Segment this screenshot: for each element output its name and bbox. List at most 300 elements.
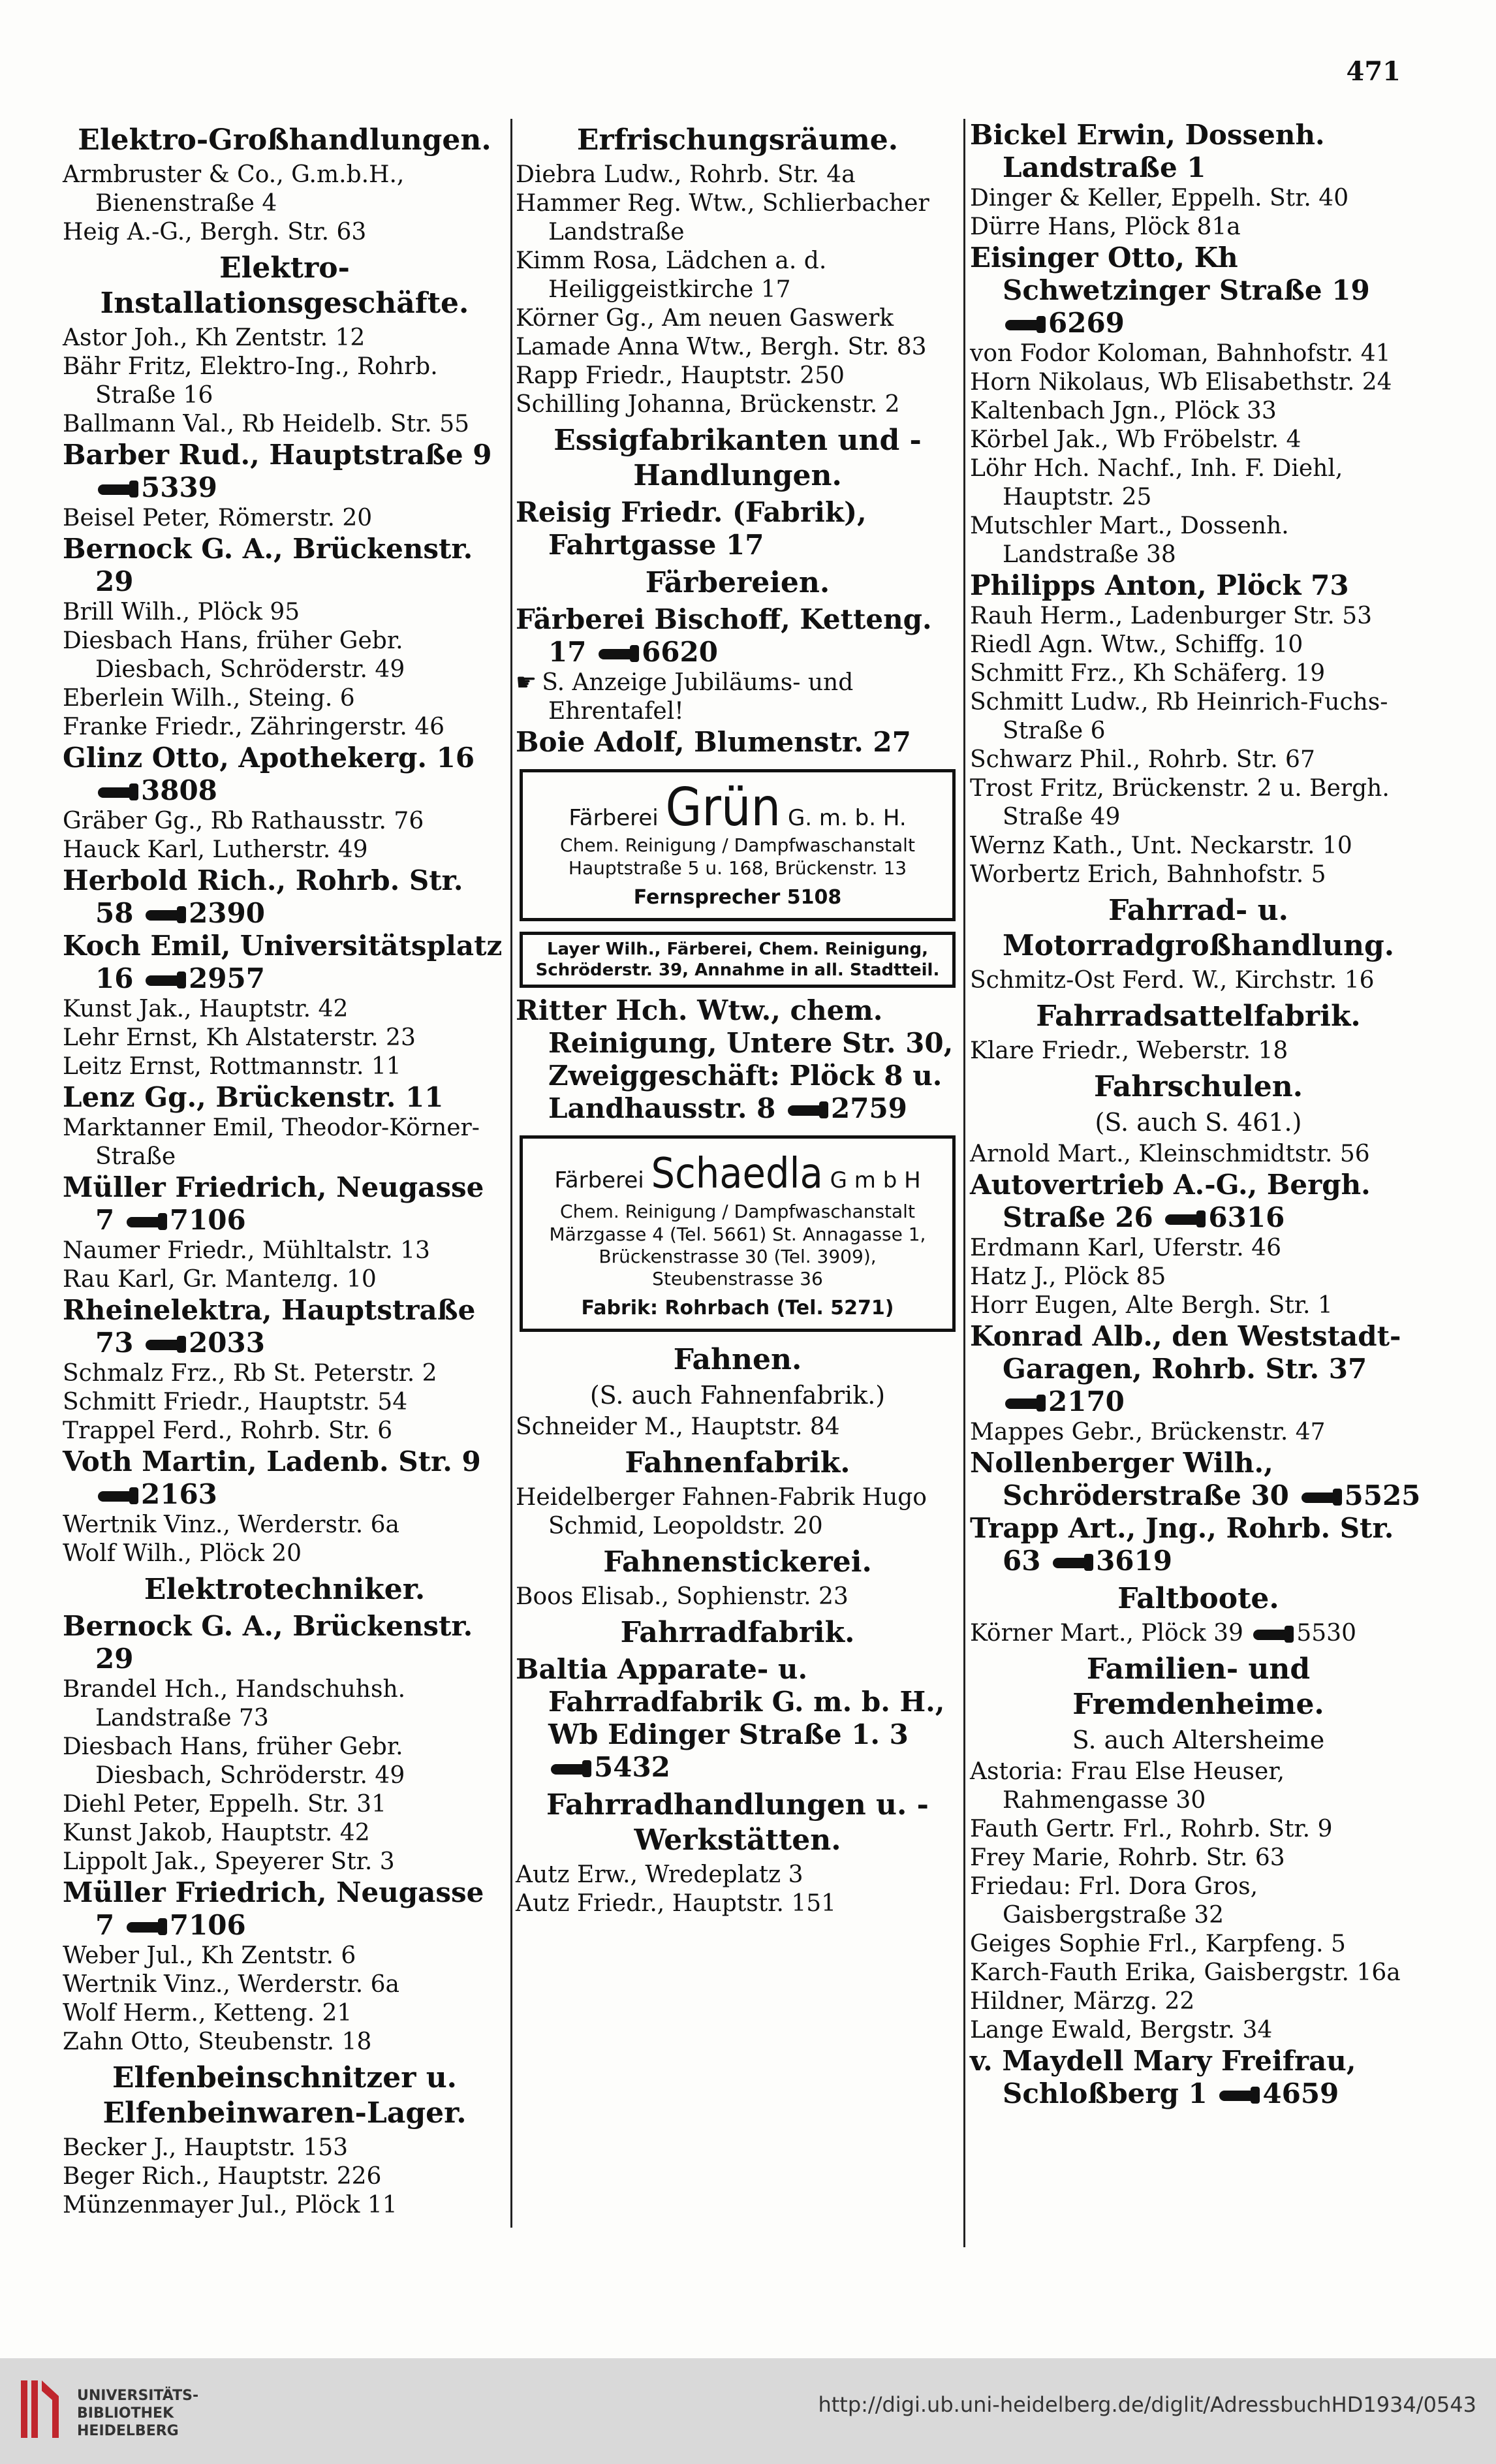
entry-text: Geiges Sophie Frl., Karpfeng. 5 (970, 1931, 1346, 1957)
telephone-icon (146, 975, 179, 986)
entry-text: Trapp Art., Jng., Rohrb. Str. 63 (970, 1512, 1394, 1577)
directory-entry (63, 1359, 506, 1388)
entry-text: Diehl Peter, Eppelh. Str. 31 (63, 1791, 386, 1818)
entry-text: S. auch Altersheime (1072, 1726, 1325, 1754)
telephone-number-value: 5432 (594, 1751, 670, 1783)
telephone-icon (599, 649, 632, 659)
entry-text: Autz Erw., Wredeplatz 3 (516, 1861, 803, 1888)
entry-text: Schmitt Friedr., Hauptstr. 54 (63, 1389, 408, 1415)
entry-text: Brill Wilh., Plöck 95 (63, 599, 300, 625)
entry-text: Lehr Ernst, Kh Alstaterstr. 23 (63, 1024, 416, 1051)
telephone-number (133, 897, 265, 929)
directory-entry (516, 1483, 959, 1541)
directory-entry (970, 774, 1427, 832)
entry-text: Lange Ewald, Bergstr. 34 (970, 2017, 1273, 2044)
entry-text: Autovertrieb A.-G., Bergh. Straße 26 (970, 1169, 1371, 1233)
directory-entry (970, 1418, 1427, 1447)
telephone-number (1040, 1545, 1172, 1577)
directory-entry (516, 333, 959, 362)
entry-text: Beger Rich., Hauptstr. 226 (63, 2163, 382, 2190)
section-heading (516, 123, 959, 158)
directory-entry (63, 2191, 506, 2220)
entry-text: Schilling Johanna, Brückenstr. 2 (516, 391, 900, 418)
directory-entry (63, 1819, 506, 1848)
directory-entry (63, 598, 506, 627)
entry-text: Lamade Anna Wtw., Bergh. Str. 83 (516, 334, 927, 360)
directory-entry (970, 2016, 1427, 2045)
section-heading (63, 1572, 506, 1607)
ad-phone: Fernsprecher 5108 (633, 886, 842, 909)
telephone-number-value: 6316 (1208, 1201, 1285, 1233)
directory-entry (63, 1237, 506, 1265)
directory-entry (63, 1445, 506, 1511)
directory-entry (970, 368, 1427, 397)
directory-entry (970, 1758, 1427, 1815)
telephone-icon (127, 1217, 161, 1227)
entry-text: (S. auch S. 461.) (1095, 1108, 1302, 1137)
ad-suffix: G m b H (830, 1167, 921, 1193)
directory-entry (516, 362, 959, 390)
entry-text: Wertnik Vinz., Werderstr. 6a (63, 1971, 399, 1998)
entry-text: Familien- und Fremdenheime. (1072, 1652, 1324, 1721)
directory-entry (63, 504, 506, 533)
entry-text: Becker J., Hauptstr. 153 (63, 2134, 349, 2161)
section-heading (516, 1788, 959, 1858)
entry-text: Elektrotechniker. (144, 1573, 426, 1606)
entry-text: Färberei Bischoff, Ketteng. 17 (516, 603, 932, 668)
entry-text: Trappel Ferd., Rohrb. Str. 6 (63, 1417, 393, 1444)
entry-text: Erfrischungsräume. (576, 123, 899, 157)
directory-entry (970, 602, 1427, 631)
section-heading (970, 1652, 1427, 1722)
section-heading (516, 565, 959, 601)
ad-address: Hauptstraße 5 u. 168, Brückenstr. 13 (568, 857, 907, 879)
directory-entry (63, 2028, 506, 2057)
entry-text: Ritter Hch. Wtw., chem. Reinigung, Untere Str. 30, Zweiggeschäft: Plöck 8 u. Landhausstr. 8 (516, 994, 954, 1124)
directory-entry (63, 1610, 506, 1675)
directory-entry (970, 454, 1427, 512)
directory-entry (970, 340, 1427, 368)
column-2-part-a (516, 123, 959, 759)
telephone-icon (551, 1764, 585, 1775)
directory-entry (63, 1114, 506, 1171)
directory-entry (516, 1861, 959, 1889)
entry-text: Trost Fritz, Brückenstr. 2 u. Bergh. Straße 49 (970, 775, 1390, 830)
directory-entry (970, 631, 1427, 659)
entry-text: Mutschler Mart., Dossenh. Landstraße 38 (970, 513, 1289, 568)
entry-text: Eberlein Wilh., Steing. 6 (63, 685, 355, 712)
entry-text: Müller Friedrich, Neugasse 7 (63, 1171, 484, 1236)
column-2-part-b (516, 994, 959, 1125)
entry-text: Fahrradfabrik. (620, 1616, 855, 1649)
directory-entry (516, 304, 959, 333)
directory-entry (516, 994, 959, 1125)
entry-text: Fauth Gertr. Frl., Rohrb. Str. 9 (970, 1816, 1333, 1842)
entry-text: Leitz Ernst, Rottmannstr. 11 (63, 1053, 401, 1080)
directory-entry (63, 324, 506, 353)
entry-text: Erdmann Karl, Uferstr. 46 (970, 1235, 1281, 1261)
entry-text: Schwarz Phil., Rohrb. Str. 67 (970, 746, 1315, 773)
telephone-number (95, 1478, 217, 1510)
ad-address: Märzgasse 4 (Tel. 5661) St. Annagasse 1, Brückenstrasse 30 (Tel. 3909), Steubenstrasse 36 (549, 1224, 926, 1289)
directory-entry (63, 218, 506, 247)
entry-text: Arnold Mart., Kleinschmidtstr. 56 (970, 1141, 1370, 1167)
entry-text: Diesbach Hans, früher Gebr. Diesbach, Schröderstr. 49 (63, 1733, 405, 1789)
entry-text: Hatz J., Plöck 85 (970, 1263, 1166, 1290)
ad-prefix: Färberei (554, 1167, 644, 1193)
entry-text: Glinz Otto, Apothekerg. 16 (63, 742, 475, 774)
directory-entry (63, 1511, 506, 1540)
page-number: 471 (1346, 56, 1401, 87)
directory-entry (970, 1447, 1427, 1512)
entry-text: S. Anzeige Jubiläums- und Ehrentafel! (542, 669, 854, 725)
telephone-number-value: 5530 (1296, 1620, 1356, 1647)
telephone-number (1003, 1385, 1125, 1417)
column-2 (516, 119, 959, 1918)
directory-entry (970, 746, 1427, 774)
entry-text: Körbel Jak., Wb Fröbelstr. 4 (970, 426, 1301, 453)
directory-entry (63, 1294, 506, 1359)
directory-entry (970, 426, 1427, 454)
source-url[interactable]: http://digi.ub.uni-heidelberg.de/diglit/AdressbuchHD1934/0543 (818, 2392, 1476, 2417)
directory-entry (516, 390, 959, 419)
directory-entry (516, 669, 959, 726)
ad-faerberei-gruen (520, 769, 956, 921)
entry-text: Reisig Friedr. (Fabrik), Fahrtgasse 17 (516, 496, 867, 561)
telephone-number (1153, 1201, 1285, 1233)
entry-text: Klare Friedr., Weberstr. 18 (970, 1037, 1288, 1064)
telephone-number (586, 636, 718, 668)
telephone-number-value: 2170 (1048, 1385, 1125, 1417)
entry-text: Fahrrad- u. Motorradgroßhandlung. (1002, 894, 1395, 962)
entry-text: Astor Joh., Kh Zentstr. 12 (63, 324, 366, 351)
column-3 (970, 119, 1427, 2110)
telephone-number (133, 1327, 265, 1359)
directory-entry (970, 1169, 1427, 1234)
entry-text: Dinger & Keller, Eppelh. Str. 40 (970, 185, 1349, 212)
entry-text: Mappes Gebr., Brückenstr. 47 (970, 1419, 1326, 1445)
entry-text: Fahrradhandlungen u. -Werkstätten. (546, 1788, 929, 1857)
entry-text: Zahn Otto, Steubenstr. 18 (63, 2029, 372, 2055)
section-heading (63, 251, 506, 321)
entry-text: Worbertz Erich, Bahnhofstr. 5 (970, 861, 1326, 888)
entry-text: Gräber Gg., Rb Rathausstr. 76 (63, 808, 424, 834)
entry-text: Essigfabrikanten und -Handlungen. (553, 424, 922, 492)
entry-text: Münzenmayer Jul., Plöck 11 (63, 2192, 397, 2219)
directory-entry (516, 726, 959, 759)
ad-layer-wilh (520, 932, 956, 988)
entry-text: Kunst Jak., Hauptstr. 42 (63, 996, 349, 1022)
telephone-number-value: 6620 (642, 636, 718, 668)
entry-text: Müller Friedrich, Neugasse 7 (63, 1876, 484, 1941)
entry-text: (S. auch Fahnenfabrik.) (589, 1381, 886, 1410)
telephone-icon (1253, 1630, 1287, 1640)
directory-entry (63, 1790, 506, 1819)
ad-suffix: G. m. b. H. (787, 805, 907, 831)
directory-entry (63, 533, 506, 598)
entry-text: Faltboote. (1117, 1582, 1279, 1615)
entry-text: Diesbach Hans, früher Gebr. Diesbach, Schröderstr. 49 (63, 627, 405, 683)
telephone-number-value: 4659 (1262, 2077, 1339, 2109)
entry-text: Bernock G. A., Brückenstr. 29 (63, 1610, 473, 1675)
directory-entry (970, 1872, 1427, 1930)
directory-entry (970, 688, 1427, 746)
entry-text: Löhr Hch. Nachf., Inh. F. Diehl, Hauptstr. 25 (970, 455, 1343, 511)
telephone-number-value: 2390 (189, 897, 265, 929)
directory-entry (970, 1037, 1427, 1066)
directory-entry (516, 1889, 959, 1918)
column-divider (963, 119, 965, 2247)
directory-entry (970, 1140, 1427, 1169)
telephone-icon (1219, 2091, 1253, 2101)
entry-text: Elektro-Installationsgeschäfte. (100, 251, 469, 320)
directory-entry (970, 213, 1427, 242)
ad-services: Chem. Reinigung / Dampfwaschanstalt (560, 834, 915, 856)
telephone-number (1243, 1620, 1356, 1647)
telephone-icon (1005, 1398, 1039, 1409)
directory-entry (970, 242, 1427, 340)
telephone-icon (127, 1922, 161, 1933)
entry-text: Schneider M., Hauptstr. 84 (516, 1414, 840, 1440)
telephone-number-value: 7106 (169, 1204, 246, 1236)
entry-text: Hauck Karl, Lutherstr. 49 (63, 836, 368, 863)
ad-services: Chem. Reinigung / Dampfwaschanstalt (560, 1201, 915, 1222)
entry-text: Kaltenbach Jgn., Plöck 33 (970, 398, 1277, 424)
directory-entry (516, 1413, 959, 1442)
directory-entry (516, 189, 959, 247)
entry-text: Brandel Hch., Handschuhsh. Landstraße 73 (63, 1676, 406, 1731)
telephone-number (1003, 307, 1125, 339)
directory-entry (63, 1848, 506, 1876)
entry-text: Boos Elisab., Sophienstr. 23 (516, 1583, 849, 1610)
entry-text: Voth Martin, Ladenb. Str. 9 (63, 1445, 481, 1477)
entry-text: Körner Gg., Am neuen Gaswerk (516, 305, 894, 332)
entry-text: Karch-Fauth Erika, Gaisbergstr. 16a (970, 1959, 1401, 1986)
entry-text: Hildner, Märzg. 22 (970, 1988, 1195, 2015)
directory-entry (63, 1876, 506, 1942)
telephone-number-value: 3619 (1096, 1545, 1172, 1577)
directory-entry (63, 713, 506, 742)
directory-entry (63, 1265, 506, 1294)
section-note (516, 1380, 959, 1410)
directory-entry (970, 659, 1427, 688)
telephone-number-value: 2163 (141, 1478, 217, 1510)
column-divider (510, 119, 512, 2228)
entry-text: Nollenberger Wilh., Schröderstraße 30 (970, 1447, 1289, 1511)
section-heading (970, 1581, 1427, 1617)
entry-text: Marktanner Emil, Theodor-Körner-Straße (63, 1114, 480, 1170)
entry-text: Fahnenstickerei. (603, 1545, 872, 1579)
directory-entry (63, 864, 506, 930)
directory-entry (63, 1417, 506, 1445)
telephone-icon (1165, 1214, 1199, 1225)
telephone-number (133, 962, 265, 994)
entry-text: Heig A.-G., Bergh. Str. 63 (63, 219, 367, 245)
telephone-icon (1053, 1558, 1087, 1568)
directory-entry (970, 1512, 1427, 1577)
ad-line: Layer Wilh., Färberei, Chem. Reinigung, (546, 940, 929, 959)
entry-text: Lippolt Jak., Speyerer Str. 3 (63, 1848, 395, 1875)
ad-factory: Fabrik: Rohrbach (Tel. 5271) (581, 1297, 894, 1319)
telephone-number (1208, 2077, 1339, 2109)
entry-text: Fahnen. (673, 1343, 802, 1376)
directory-entry (63, 1733, 506, 1790)
telephone-number-value: 5525 (1344, 1479, 1421, 1511)
directory-entry (63, 742, 506, 807)
entry-text: Körner Mart., Plöck 39 (970, 1620, 1243, 1647)
entry-text: Fahrradsattelfabrik. (1036, 1000, 1361, 1033)
entry-text: Lenz Gg., Brückenstr. 11 (63, 1081, 444, 1113)
entry-text: Armbruster & Co., G.m.b.H., Bienenstraße 4 (63, 161, 405, 217)
entry-text: Naumer Friedr., Mühltalstr. 13 (63, 1237, 430, 1264)
entry-text: Rauh Herm., Ladenburger Str. 53 (970, 603, 1373, 629)
telephone-number-value: 6269 (1048, 307, 1125, 339)
telephone-icon (788, 1105, 822, 1116)
entry-text: Ballmann Val., Rb Heidelb. Str. 55 (63, 411, 470, 437)
directory-entry (63, 684, 506, 713)
directory-entry (63, 930, 506, 995)
entry-text: Bickel Erwin, Dossenh. Landstraße 1 (970, 119, 1325, 183)
entry-text: Fahnenfabrik. (625, 1446, 850, 1479)
entry-text: Herbold Rich., Rohrb. Str. 58 (63, 864, 463, 929)
library-name: UNIVERSITÄTS- BIBLIOTHEK HEIDELBERG (77, 2388, 199, 2439)
telephone-number-value: 2957 (189, 962, 265, 994)
directory-entry (970, 1844, 1427, 1872)
entry-text: Wolf Wilh., Plöck 20 (63, 1540, 302, 1567)
directory-entry (970, 397, 1427, 426)
directory-entry (516, 1583, 959, 1611)
section-heading (516, 1445, 959, 1481)
telephone-icon (1301, 1493, 1335, 1503)
entry-text: Rheinelektra, Hauptstraße 73 (63, 1294, 476, 1359)
section-heading (516, 1615, 959, 1651)
column-2-part-c (516, 1342, 959, 1918)
directory-entry (63, 627, 506, 684)
entry-text: Philipps Anton, Plöck 73 (970, 569, 1349, 601)
directory-entry (970, 1815, 1427, 1844)
column-1 (63, 119, 506, 2220)
entry-text: Eisinger Otto, Kh Schwetzinger Straße 19 (970, 242, 1370, 306)
telephone-number (1289, 1479, 1421, 1511)
entry-text: Bernock G. A., Brückenstr. 29 (63, 533, 473, 597)
entry-text: Dürre Hans, Plöck 81a (970, 213, 1241, 240)
entry-text: Schmitz-Ost Ferd. W., Kirchstr. 16 (970, 967, 1375, 994)
directory-entry (970, 1930, 1427, 1959)
telephone-number-value: 7106 (169, 1909, 246, 1941)
entry-text: Autz Friedr., Hauptstr. 151 (516, 1890, 837, 1917)
telephone-number-value: 3808 (141, 774, 217, 806)
directory-entry (63, 439, 506, 504)
footer-bar (0, 2358, 1496, 2464)
entry-text: Horr Eugen, Alte Bergh. Str. 1 (970, 1292, 1333, 1319)
entry-text: Franke Friedr., Zähringerstr. 46 (63, 714, 445, 740)
telephone-number-value: 2033 (189, 1327, 265, 1359)
ad-line: Schröderstr. 39, Annahme in all. Stadtteil. (535, 960, 940, 980)
entry-text: Konrad Alb., den Weststadt-Garagen, Rohrb. Str. 37 (970, 1320, 1401, 1385)
directory-entry (63, 1942, 506, 1970)
directory-entry (63, 410, 506, 439)
section-heading (63, 123, 506, 158)
entry-text: Boie Adolf, Blumenstr. 27 (516, 726, 911, 758)
directory-entry (63, 1540, 506, 1568)
entry-text: Heidelberger Fahnen-Fabrik Hugo Schmid, Leopoldstr. 20 (516, 1484, 927, 1540)
entry-text: Beisel Peter, Römerstr. 20 (63, 505, 373, 531)
directory-entry (970, 1987, 1427, 2016)
telephone-icon (98, 1491, 132, 1502)
directory-entry (516, 603, 959, 669)
directory-entry (63, 995, 506, 1024)
telephone-number (775, 1092, 907, 1124)
telephone-icon (98, 484, 132, 495)
ad-prefix: Färberei (569, 805, 659, 831)
directory-entry (63, 2162, 506, 2191)
entry-text: Barber Rud., Hauptstraße 9 (63, 439, 492, 471)
telephone-number-value: 2759 (831, 1092, 907, 1124)
directory-entry (63, 1970, 506, 1999)
directory-entry (63, 1171, 506, 1237)
directory-entry (516, 1653, 959, 1784)
ad-name: Grün (665, 777, 781, 838)
directory-entry (63, 353, 506, 410)
directory-entry (63, 1388, 506, 1417)
directory-entry (970, 1320, 1427, 1418)
telephone-icon (1005, 320, 1039, 330)
entry-text: Fahrschulen. (1093, 1070, 1303, 1103)
telephone-icon (146, 910, 179, 921)
entry-text: Elfenbeinschnitzer u. Elfenbeinwaren-Lager. (102, 2061, 467, 2130)
telephone-icon (146, 1340, 179, 1350)
directory-entry (516, 496, 959, 561)
directory-entry (63, 1081, 506, 1114)
entry-text: Färbereien. (645, 566, 830, 599)
entry-text: Wernz Kath., Unt. Neckarstr. 10 (970, 832, 1352, 859)
directory-entry (516, 247, 959, 304)
directory-entry (970, 1291, 1427, 1320)
entry-text: Weber Jul., Kh Zentstr. 6 (63, 1942, 356, 1969)
directory-entry (970, 569, 1427, 602)
entry-text: Diebra Ludw., Rohrb. Str. 4a (516, 161, 856, 188)
directory-entry (970, 119, 1427, 184)
section-heading (970, 999, 1427, 1034)
entry-text: Wertnik Vinz., Werderstr. 6a (63, 1511, 399, 1538)
telephone-number-value: 5339 (141, 471, 217, 503)
section-note (970, 1725, 1427, 1755)
directory-entry (970, 861, 1427, 889)
directory-entry (970, 512, 1427, 569)
entry-text: Horn Nikolaus, Wb Elisabethstr. 24 (970, 369, 1392, 396)
ad-faerberei-schaedla (520, 1135, 956, 1332)
directory-entry (63, 1052, 506, 1081)
library-logo-icon (18, 2377, 64, 2442)
entry-text: Kunst Jakob, Hauptstr. 42 (63, 1820, 370, 1846)
directory-entry (970, 184, 1427, 213)
telephone-number (114, 1204, 246, 1236)
entry-text: v. Maydell Mary Freifrau, Schloßberg 1 (970, 2045, 1356, 2109)
section-heading (970, 893, 1427, 964)
entry-text: Rapp Friedr., Hauptstr. 250 (516, 362, 845, 389)
directory-entry (516, 161, 959, 189)
entry-text: Schmalz Frz., Rb St. Peterstr. 2 (63, 1360, 437, 1387)
directory-entry (970, 1959, 1427, 1987)
directory-entry (970, 966, 1427, 995)
telephone-number (95, 471, 217, 503)
section-heading (516, 423, 959, 494)
directory-entry (63, 836, 506, 864)
entry-text: Elektro-Großhandlungen. (78, 123, 491, 157)
directory-entry (63, 807, 506, 836)
entry-text: Astoria: Frau Else Heuser, Rahmengasse 30 (970, 1758, 1285, 1814)
directory-entry (970, 1234, 1427, 1263)
